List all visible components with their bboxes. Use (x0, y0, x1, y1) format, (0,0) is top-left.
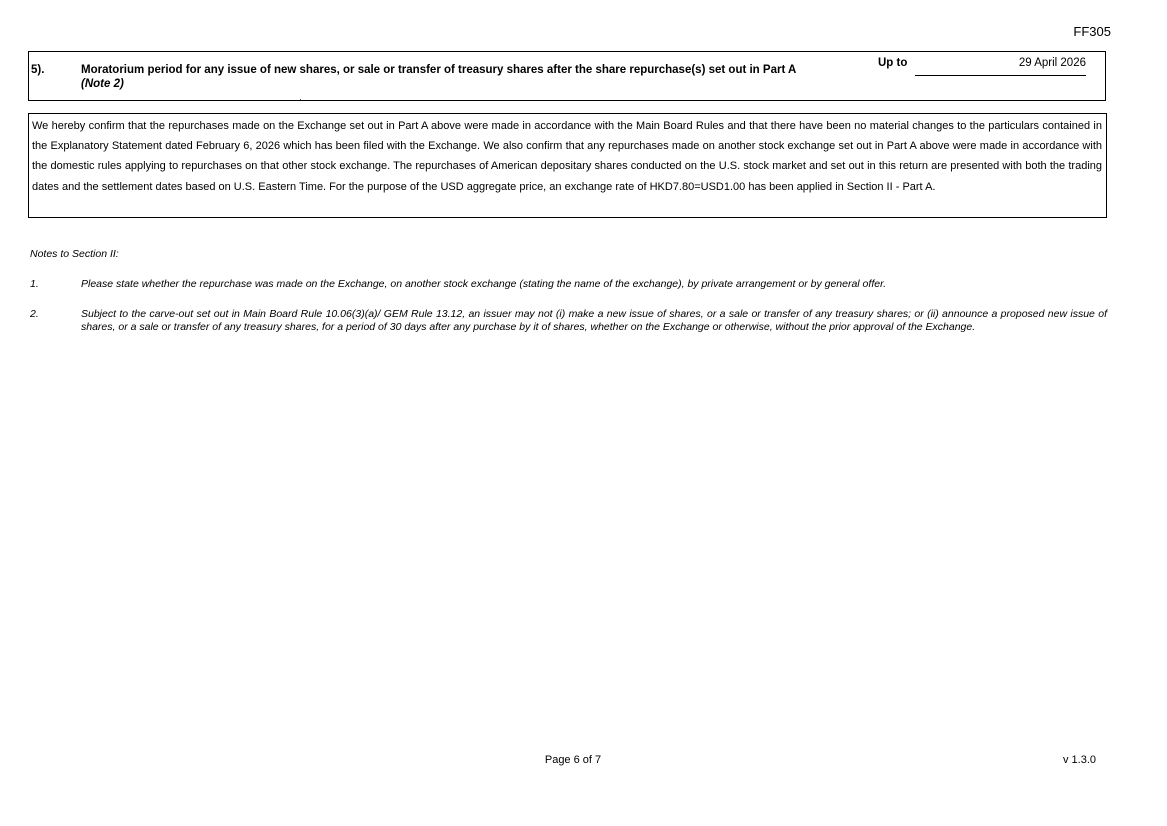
page-number: Page 6 of 7 (544, 754, 602, 766)
section-number: 5). (31, 64, 45, 76)
divider-dot (300, 99, 301, 100)
moratorium-section (28, 51, 1106, 101)
form-code: FF305 (1073, 24, 1111, 39)
up-to-label: Up to (878, 57, 908, 69)
note-reference: (Note 2) (81, 78, 124, 90)
notes-heading: Notes to Section II: (30, 248, 119, 260)
note-number: 2. (30, 308, 39, 320)
section-title (81, 63, 796, 91)
up-to-date-field: 29 April 2026 (915, 57, 1086, 76)
confirmation-statement: We hereby confirm that the repurchases made on the Exchange set out in Part A above were made in accordance with the Main Board Rules and that there have been no material changes to the particulars contained in the Explanatory Statement dated February 6, 2026 which has been filed with the Exchange. We also confirm that any repurchases made on another stock exchange set out in Part A above were made in accordance with the domestic rules applying to repurchases on that other stock exchange. The repurchases of American depositary shares conducted on the U.S. stock market and set out in this return are presented with both the trading dates and the settlement dates based on U.S. Eastern Time. For the purpose of the USD aggregate price, an exchange rate of HKD7.80=USD1.00 has been applied in Section II - Part A. (28, 113, 1107, 218)
note-text: Subject to the carve-out set out in Main Board Rule 10.06(3)(a)/ GEM Rule 13.12, an issuer may not (i) make a new issue of shares, or a sale or transfer of any treasury shares; or (ii) announce a proposed new issue of shares, or a sale or transfer of any treasury shares, for a period of 30 days after any purchase by it of shares, whether on the Exchange or otherwise, without the prior approval of the Exchange. (81, 308, 1107, 333)
note-number: 1. (30, 278, 39, 290)
section-title-text: Moratorium period for any issue of new shares, or sale or transfer of treasury shares after the share repurchase(s) set out in Part A (81, 64, 797, 76)
version-label: v 1.3.0 (1062, 754, 1096, 766)
note-item (30, 278, 1107, 291)
note-text: Please state whether the repurchase was made on the Exchange, on another stock exchange (stating the name of the exchange), by private arrangement or by general offer. (81, 278, 887, 290)
note-item (30, 308, 1107, 333)
